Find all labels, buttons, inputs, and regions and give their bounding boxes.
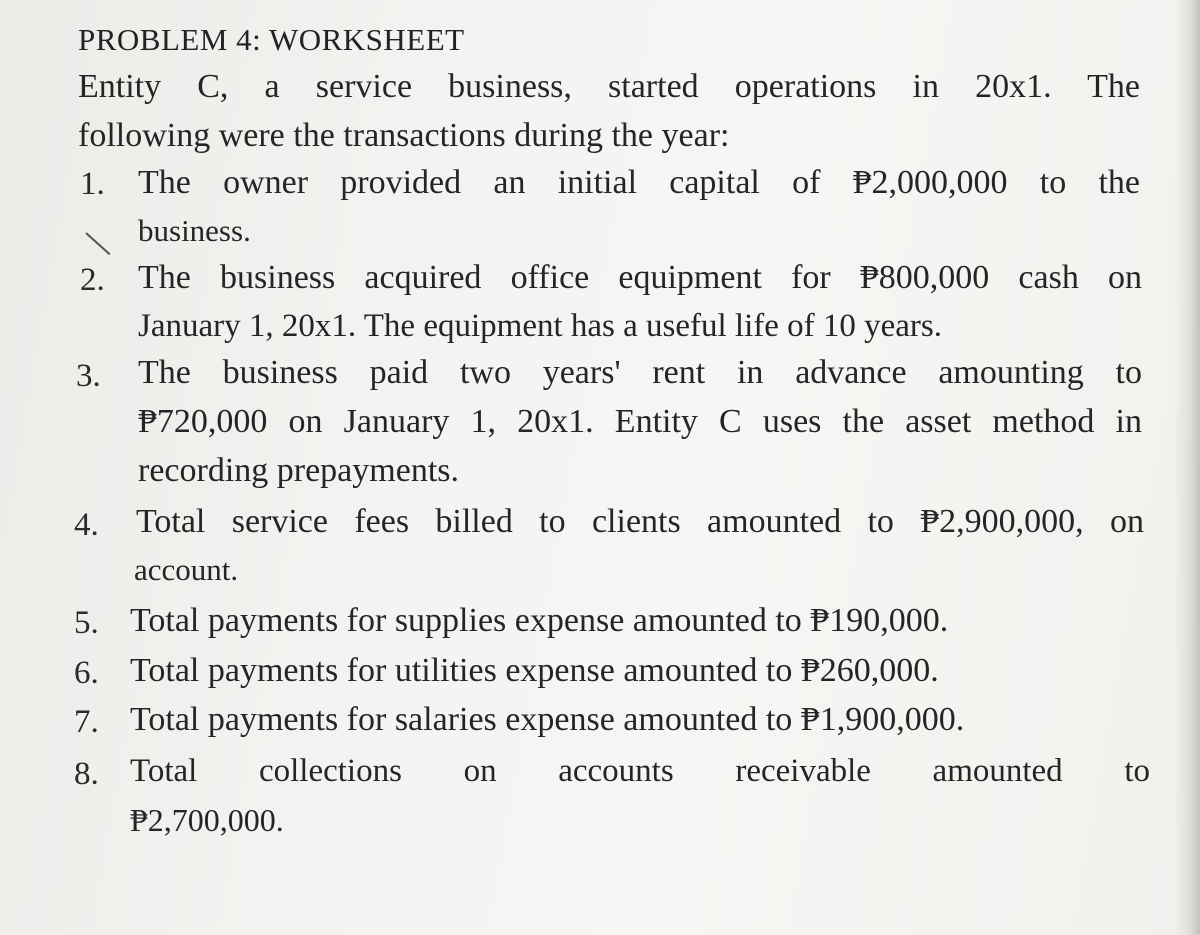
item-7-line-1: Total payments for salaries expense amounted to ₱1,900,000. — [130, 701, 965, 738]
item-3-line-2: ₱720,000 on January 1, 20x1. Entity C uses the asset method in — [138, 403, 1142, 440]
page-edge-shadow — [1174, 0, 1200, 935]
item-1-line-2: business. — [138, 213, 251, 248]
item-6-number: 6. — [74, 655, 99, 691]
item-8-line-1: Total collections on accounts receivable amounted to — [130, 753, 1150, 789]
item-1-number: 1. — [80, 166, 105, 202]
item-2-line-1: The business acquired office equipment for ₱800,000 cash on — [138, 259, 1142, 296]
intro-line-2: following were the transactions during the year: — [78, 117, 730, 154]
problem-title: PROBLEM 4: WORKSHEET — [78, 22, 465, 57]
item-4-number: 4. — [74, 507, 99, 543]
item-4-line-2: account. — [134, 552, 239, 587]
item-3-line-1: The business paid two years' rent in advance amounting to — [138, 354, 1142, 391]
item-3-line-3: recording prepayments. — [138, 452, 459, 489]
intro-line-1: Entity C, a service business, started operations in 20x1. The — [78, 68, 1140, 105]
item-3-number: 3. — [76, 358, 101, 394]
pen-mark — [85, 232, 110, 255]
item-2-number: 2. — [80, 262, 105, 298]
item-7-number: 7. — [74, 704, 99, 740]
item-6-line-1: Total payments for utilities expense amounted to ₱260,000. — [130, 652, 939, 689]
item-8-line-2: ₱2,700,000. — [130, 802, 284, 838]
item-8-number: 8. — [74, 756, 99, 792]
item-1-line-1: The owner provided an initial capital of ₱2,000,000 to the — [138, 164, 1140, 201]
item-5-number: 5. — [74, 605, 99, 641]
item-4-line-1: Total service fees billed to clients amounted to ₱2,900,000, on — [136, 503, 1144, 540]
item-5-line-1: Total payments for supplies expense amounted to ₱190,000. — [130, 602, 949, 639]
item-2-line-2: January 1, 20x1. The equipment has a useful life of 10 years. — [138, 308, 943, 344]
